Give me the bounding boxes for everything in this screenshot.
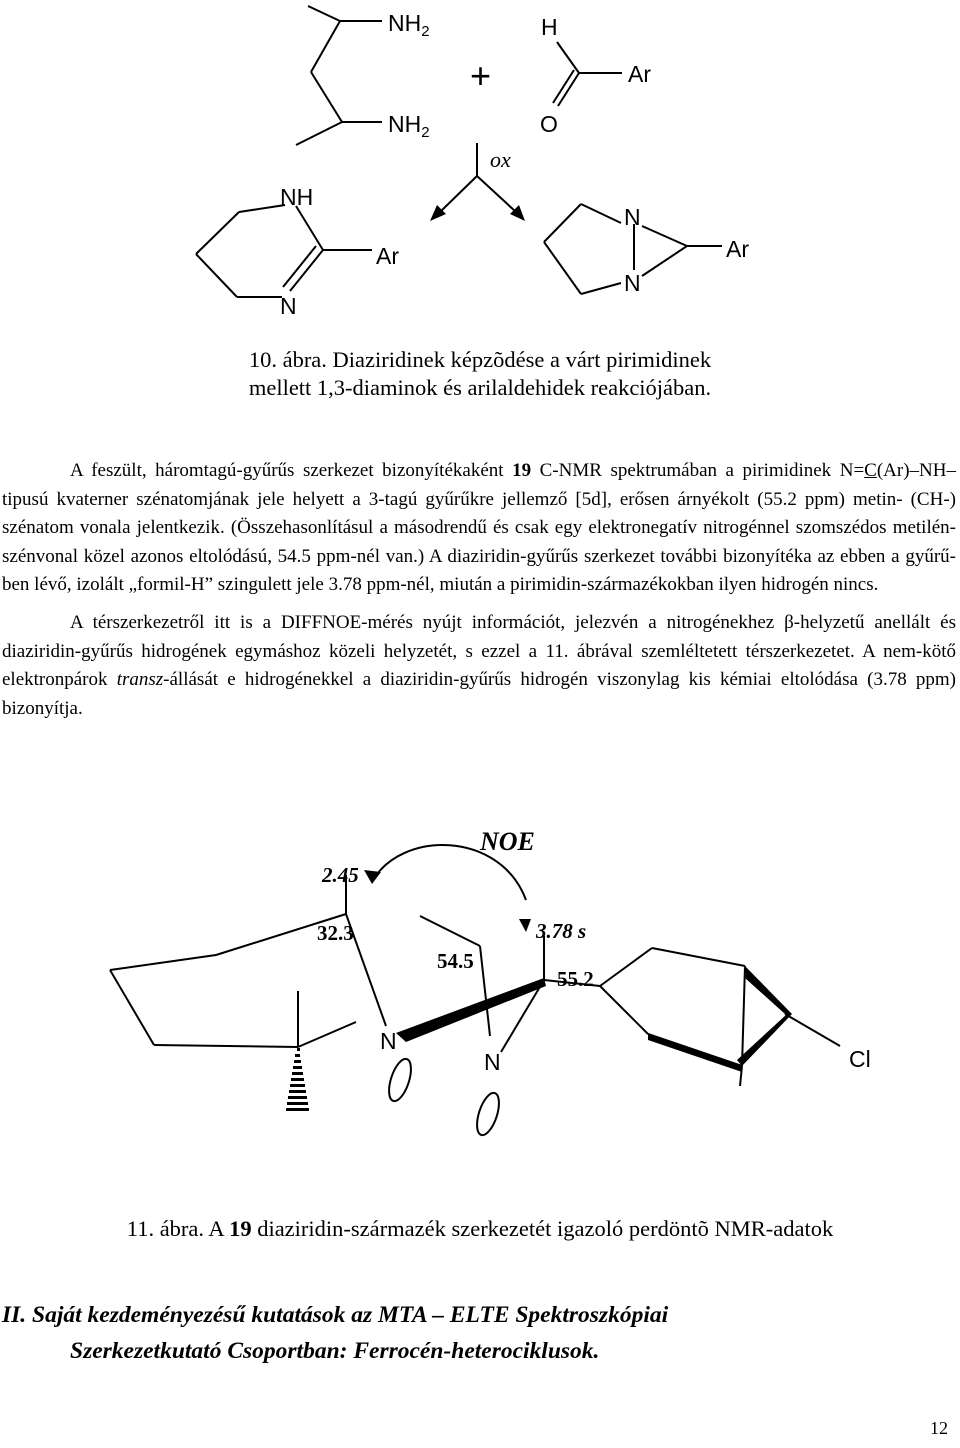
shift-2-45: 2.45 [322,863,359,887]
oxidation-label: ox [490,147,511,172]
figure-11-caption: 11. ábra. A 19 diaziridin-származék szerkezetét igazoló perdöntõ NMR-adatok [126,1216,834,1241]
underlined-carbon: C [864,460,877,481]
figure-11-compound-number: 19 [229,1216,252,1241]
atom-n2: N [484,1049,501,1075]
pyrimidine-nh: NH [280,184,314,210]
diaziridine-n-bottom: N [624,270,641,296]
paragraph-2: A térszerkezetről itt is a DIFFNOE-mérés nyújt információt, jelezvén a nitrogénekhez β-helyzetű anellált és diaziridin-gyűrűs hidrogének egymáshoz közeli helyzetét, s ezzel a 11. ábrával szemléltetett térszerkezetet. A nem-kötő elektronpárok transz-állását e hidrogénekkel a diaziridin-gyűrűs hidrogén viszonylag kis kémiai eltolódása (3.78 ppm) bizonyítja. [2,611,956,719]
shift-3-78: 3.78 s [536,919,587,943]
plus-sign: + [470,55,492,96]
diaziridine-n-top: N [624,204,641,230]
paragraph-1: A feszült, háromtagú-gyűrűs szerkezet bizonyítékaként 19 C-NMR spektrumában a pirimidinek N=C(Ar)–NH– tipusú kvaterner szénatomjának jele helyett a 3-tagú gyűrűkre jellemző [5d], erősen árnyékolt (55.2 ppm) metin- (CH-) szénatom vonala jelentkezik. (Összehasonlításul a másodrendű és csak egy elektronegatív nitrogénnel szomszédos metilén-szénvonal közel azonos eltolódású, 54.5 ppm-nél van.) A diaziridin-gyűrűs szerkezet további bizonyítéka az ebben a gyűrű-ben lévő, izolált „formil-H” szingulett jele 3.78 ppm-nél, miután a pirimidin-származékokban ilyen hidrogén nincs. [2,460,956,596]
noe-label: NOE [480,827,535,856]
figure-10-caption-line1: 10. ábra. Diaziridinek képzõdése a várt pirimidinek [248,347,712,372]
diamine-amine-bottom: $NH_2$ [388,111,430,141]
reaction-scheme [0,0,960,340]
aldehyde-aryl: Ar [628,61,651,87]
aldehyde-oxygen: O [540,111,558,137]
atom-cl: Cl [849,1046,871,1072]
section-heading-line1: II. Saját kezdeményezésű kutatások az MTA – ELTE Spektroszkópiai [2,1302,669,1328]
diaziridine-aryl: Ar [726,236,749,262]
reaction-scheme-bonds [196,6,722,297]
pyrimidine-aryl: Ar [376,243,399,269]
shift-32-3: 32.3 [317,921,354,945]
diamine-amine-top: $NH_2$ [388,10,430,40]
stereo-structure [0,820,960,1170]
compound-number: 19 [512,460,532,481]
page-number: 12 [930,1418,948,1438]
figure-10-caption [160,346,800,402]
stereo-filled-shapes [286,870,792,1111]
stereo-structure-bonds [110,845,840,1138]
shift-55-2: 55.2 [557,967,594,991]
body-text [2,457,956,723]
atom-n1: N [380,1028,397,1054]
italic-term: transz [116,669,164,691]
section-heading [2,1297,902,1369]
figure-10-caption-line2: mellett 1,3-diaminok és arilaldehidek reakciójában. [248,375,712,400]
pyrimidine-n: N [280,293,297,319]
section-heading-line2: Szerkezetkutató Csoportban: Ferrocén-heterociklusok. [70,1338,600,1364]
aldehyde-hydrogen: H [541,14,558,40]
shift-54-5: 54.5 [437,949,474,973]
